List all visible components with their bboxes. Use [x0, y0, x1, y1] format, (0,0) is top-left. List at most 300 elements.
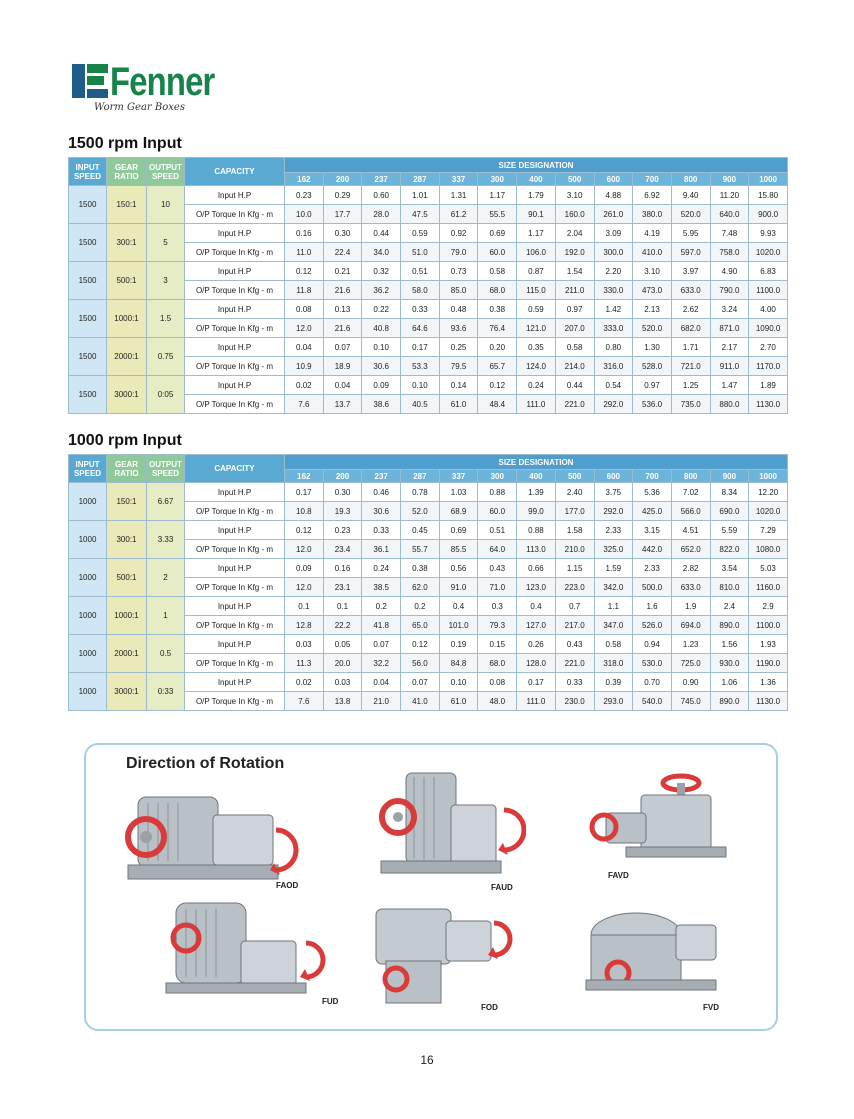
header-size-162: 162 [285, 173, 324, 186]
hp-value-cell: 1.93 [749, 635, 788, 654]
hp-value-cell: 0.15 [478, 635, 517, 654]
torque-value-cell: 540.0 [633, 692, 672, 711]
hp-value-cell: 5.59 [710, 521, 749, 540]
hp-value-cell: 0.04 [323, 376, 362, 395]
header-size-400: 400 [517, 470, 556, 483]
torque-value-cell: 822.0 [710, 540, 749, 559]
torque-value-cell: 11.3 [285, 654, 324, 673]
capacity-label-hp: Input H.P [185, 376, 285, 395]
hp-value-cell: 0.4 [517, 597, 556, 616]
hp-value-cell: 0.12 [401, 635, 440, 654]
torque-value-cell: 210.0 [555, 540, 594, 559]
hp-value-cell: 0.97 [555, 300, 594, 319]
input-speed-cell: 1500 [69, 300, 107, 338]
torque-value-cell: 520.0 [671, 205, 710, 224]
hp-value-cell: 0.2 [401, 597, 440, 616]
capacity-label-hp: Input H.P [185, 635, 285, 654]
hp-value-cell: 1.9 [671, 597, 710, 616]
hp-value-cell: 1.17 [517, 224, 556, 243]
hp-value-cell: 0.60 [362, 186, 401, 205]
hp-value-cell: 0.32 [362, 262, 401, 281]
table-row [69, 483, 788, 502]
gear-ratio-cell: 300:1 [107, 521, 147, 559]
torque-value-cell: 30.6 [362, 502, 401, 521]
hp-value-cell: 0.03 [323, 673, 362, 692]
gearbox-favd-icon [586, 765, 736, 875]
hp-value-cell: 4.90 [710, 262, 749, 281]
gearbox-fud-icon [156, 893, 336, 1003]
header-output-speed-line-2: SPEED [151, 468, 180, 478]
hp-value-cell: 0.30 [323, 224, 362, 243]
page-number: 16 [420, 1053, 434, 1067]
table-row [69, 559, 788, 578]
hp-value-cell: 0.87 [517, 262, 556, 281]
torque-value-cell: 68.0 [478, 654, 517, 673]
torque-value-cell: 64.6 [401, 319, 440, 338]
input-speed-cell: 1000 [69, 521, 107, 559]
header-size-700: 700 [633, 470, 672, 483]
torque-value-cell: 223.0 [555, 578, 594, 597]
torque-value-cell: 99.0 [517, 502, 556, 521]
table-row [69, 597, 788, 616]
spec-table-1000 [68, 454, 788, 711]
torque-value-cell: 21.0 [362, 692, 401, 711]
hp-value-cell: 1.54 [555, 262, 594, 281]
torque-value-cell: 12.0 [285, 319, 324, 338]
header-gear-ratio [107, 158, 147, 186]
torque-value-cell: 41.8 [362, 616, 401, 635]
hp-value-cell: 0.46 [362, 483, 401, 502]
hp-value-cell: 0.07 [362, 635, 401, 654]
spec-table-1500 [68, 157, 788, 414]
torque-value-cell: 127.0 [517, 616, 556, 635]
hp-value-cell: 3.09 [594, 224, 633, 243]
hp-value-cell: 6.92 [633, 186, 672, 205]
header-size-designation: SIZE DESIGNATION [285, 158, 788, 173]
torque-value-cell: 1130.0 [749, 692, 788, 711]
torque-value-cell: 18.9 [323, 357, 362, 376]
torque-value-cell: 900.0 [749, 205, 788, 224]
capacity-label-torque: O/P Torque In Kfg - m [185, 205, 285, 224]
torque-value-cell: 1090.0 [749, 319, 788, 338]
hp-value-cell: 0.17 [285, 483, 324, 502]
hp-value-cell: 5.36 [633, 483, 672, 502]
torque-value-cell: 160.0 [555, 205, 594, 224]
torque-value-cell: 22.4 [323, 243, 362, 262]
hp-value-cell: 0.33 [401, 300, 440, 319]
section-title-1000: 1000 rpm Input [68, 432, 182, 449]
header-size-600: 600 [594, 173, 633, 186]
output-speed-cell: 0.75 [147, 338, 185, 376]
header-size-237: 237 [362, 173, 401, 186]
table-row [69, 635, 788, 654]
hp-value-cell: 1.03 [439, 483, 478, 502]
torque-value-cell: 530.0 [633, 654, 672, 673]
torque-value-cell: 51.0 [401, 243, 440, 262]
table-row [69, 376, 788, 395]
torque-value-cell: 500.0 [633, 578, 672, 597]
torque-value-cell: 32.2 [362, 654, 401, 673]
hp-value-cell: 0.21 [323, 262, 362, 281]
torque-value-cell: 890.0 [710, 616, 749, 635]
header-gear-ratio-line-1: GEAR [114, 459, 139, 469]
hp-value-cell: 0.12 [478, 376, 517, 395]
hp-value-cell: 0.05 [323, 635, 362, 654]
torque-value-cell: 473.0 [633, 281, 672, 300]
hp-value-cell: 12.20 [749, 483, 788, 502]
torque-value-cell: 300.0 [594, 243, 633, 262]
fenner-logo [72, 60, 232, 120]
torque-value-cell: 48.4 [478, 395, 517, 414]
input-speed-cell: 1500 [69, 376, 107, 414]
brand-tagline: Worm Gear Boxes [94, 102, 185, 113]
torque-value-cell: 47.5 [401, 205, 440, 224]
torque-value-cell: 7.6 [285, 692, 324, 711]
torque-value-cell: 101.0 [439, 616, 478, 635]
table-row [69, 521, 788, 540]
gearbox-faod-icon [108, 775, 308, 895]
torque-value-cell: 333.0 [594, 319, 633, 338]
torque-value-cell: 633.0 [671, 281, 710, 300]
torque-value-cell: 11.8 [285, 281, 324, 300]
torque-value-cell: 633.0 [671, 578, 710, 597]
torque-value-cell: 113.0 [517, 540, 556, 559]
torque-value-cell: 56.0 [401, 654, 440, 673]
hp-value-cell: 8.34 [710, 483, 749, 502]
torque-value-cell: 221.0 [555, 654, 594, 673]
torque-value-cell: 211.0 [555, 281, 594, 300]
hp-value-cell: 0.54 [594, 376, 633, 395]
torque-value-cell: 12.8 [285, 616, 324, 635]
output-speed-cell: 0:33 [147, 673, 185, 711]
hp-value-cell: 0.44 [362, 224, 401, 243]
hp-value-cell: 0.88 [478, 483, 517, 502]
torque-value-cell: 20.0 [323, 654, 362, 673]
torque-value-cell: 21.6 [323, 319, 362, 338]
torque-value-cell: 91.0 [439, 578, 478, 597]
hp-value-cell: 0.2 [362, 597, 401, 616]
torque-value-cell: 425.0 [633, 502, 672, 521]
hp-value-cell: 0.08 [478, 673, 517, 692]
torque-value-cell: 694.0 [671, 616, 710, 635]
torque-value-cell: 90.1 [517, 205, 556, 224]
table-row [69, 300, 788, 319]
torque-value-cell: 725.0 [671, 654, 710, 673]
hp-value-cell: 3.10 [633, 262, 672, 281]
header-size-designation: SIZE DESIGNATION [285, 455, 788, 470]
hp-value-cell: 0.44 [555, 376, 594, 395]
hp-value-cell: 2.9 [749, 597, 788, 616]
hp-value-cell: 0.19 [439, 635, 478, 654]
input-speed-cell: 1000 [69, 483, 107, 521]
hp-value-cell: 0.56 [439, 559, 478, 578]
hp-value-cell: 0.38 [478, 300, 517, 319]
header-input-speed-line-1: INPUT [75, 459, 100, 469]
header-size-200: 200 [323, 470, 362, 483]
torque-value-cell: 930.0 [710, 654, 749, 673]
output-speed-cell: 6.67 [147, 483, 185, 521]
header-output-speed [147, 455, 185, 483]
gear-ratio-cell: 3000:1 [107, 673, 147, 711]
hp-value-cell: 0.29 [323, 186, 362, 205]
hp-value-cell: 0.07 [323, 338, 362, 357]
hp-value-cell: 2.33 [594, 521, 633, 540]
capacity-label-torque: O/P Torque In Kfg - m [185, 395, 285, 414]
header-output-speed-line-1: OUTPUT [149, 459, 182, 469]
torque-value-cell: 53.3 [401, 357, 440, 376]
header-capacity: CAPACITY [185, 158, 285, 186]
gear-ratio-cell: 2000:1 [107, 635, 147, 673]
hp-value-cell: 0.70 [633, 673, 672, 692]
hp-value-cell: 0.80 [594, 338, 633, 357]
torque-value-cell: 230.0 [555, 692, 594, 711]
torque-value-cell: 76.4 [478, 319, 517, 338]
brand-name: Fenner [110, 60, 215, 104]
torque-value-cell: 526.0 [633, 616, 672, 635]
torque-value-cell: 318.0 [594, 654, 633, 673]
input-speed-cell: 1000 [69, 597, 107, 635]
torque-value-cell: 79.3 [478, 616, 517, 635]
capacity-label-hp: Input H.P [185, 597, 285, 616]
torque-value-cell: 890.0 [710, 692, 749, 711]
torque-value-cell: 36.2 [362, 281, 401, 300]
capacity-label-torque: O/P Torque In Kfg - m [185, 502, 285, 521]
hp-value-cell: 0.33 [555, 673, 594, 692]
capacity-label-torque: O/P Torque In Kfg - m [185, 243, 285, 262]
torque-value-cell: 13.8 [323, 692, 362, 711]
capacity-label-torque: O/P Torque In Kfg - m [185, 319, 285, 338]
torque-value-cell: 79.0 [439, 243, 478, 262]
capacity-label-hp: Input H.P [185, 262, 285, 281]
header-input-speed [69, 455, 107, 483]
hp-value-cell: 0.17 [517, 673, 556, 692]
header-size-287: 287 [401, 173, 440, 186]
header-size-900: 900 [710, 173, 749, 186]
gear-ratio-cell: 1000:1 [107, 300, 147, 338]
capacity-label-torque: O/P Torque In Kfg - m [185, 616, 285, 635]
torque-value-cell: 597.0 [671, 243, 710, 262]
torque-value-cell: 38.5 [362, 578, 401, 597]
hp-value-cell: 1.23 [671, 635, 710, 654]
capacity-label-torque: O/P Torque In Kfg - m [185, 540, 285, 559]
hp-value-cell: 2.70 [749, 338, 788, 357]
torque-value-cell: 721.0 [671, 357, 710, 376]
hp-value-cell: 0.14 [439, 376, 478, 395]
output-speed-cell: 3.33 [147, 521, 185, 559]
hp-value-cell: 1.25 [671, 376, 710, 395]
header-size-500: 500 [555, 173, 594, 186]
table-row [69, 338, 788, 357]
torque-value-cell: 23.1 [323, 578, 362, 597]
torque-value-cell: 55.7 [401, 540, 440, 559]
output-speed-cell: 1.5 [147, 300, 185, 338]
torque-value-cell: 61.0 [439, 395, 478, 414]
hp-value-cell: 1.79 [517, 186, 556, 205]
torque-value-cell: 93.6 [439, 319, 478, 338]
hp-value-cell: 0.03 [285, 635, 324, 654]
hp-value-cell: 0.02 [285, 673, 324, 692]
torque-value-cell: 790.0 [710, 281, 749, 300]
gearbox-faud-icon [366, 765, 526, 895]
torque-value-cell: 60.0 [478, 502, 517, 521]
capacity-label-torque: O/P Torque In Kfg - m [185, 578, 285, 597]
torque-value-cell: 1020.0 [749, 243, 788, 262]
header-gear-ratio-line-2: RATIO [114, 171, 139, 181]
header-input-speed [69, 158, 107, 186]
torque-value-cell: 177.0 [555, 502, 594, 521]
rotation-panel [84, 743, 778, 1031]
capacity-label-hp: Input H.P [185, 483, 285, 502]
hp-value-cell: 1.31 [439, 186, 478, 205]
hp-value-cell: 0.1 [285, 597, 324, 616]
hp-value-cell: 2.13 [633, 300, 672, 319]
hp-value-cell: 9.93 [749, 224, 788, 243]
hp-value-cell: 1.6 [633, 597, 672, 616]
hp-value-cell: 0.16 [323, 559, 362, 578]
torque-value-cell: 745.0 [671, 692, 710, 711]
gear-ratio-cell: 1000:1 [107, 597, 147, 635]
torque-value-cell: 28.0 [362, 205, 401, 224]
hp-value-cell: 0.07 [401, 673, 440, 692]
input-speed-cell: 1000 [69, 673, 107, 711]
hp-value-cell: 0.69 [439, 521, 478, 540]
input-speed-cell: 1500 [69, 338, 107, 376]
hp-value-cell: 9.40 [671, 186, 710, 205]
hp-value-cell: 0.35 [517, 338, 556, 357]
hp-value-cell: 0.94 [633, 635, 672, 654]
output-speed-cell: 3 [147, 262, 185, 300]
hp-value-cell: 0.10 [362, 338, 401, 357]
hp-value-cell: 1.1 [594, 597, 633, 616]
hp-value-cell: 6.83 [749, 262, 788, 281]
rotation-label-fud: FUD [322, 997, 339, 1006]
torque-value-cell: 85.5 [439, 540, 478, 559]
hp-value-cell: 0.08 [285, 300, 324, 319]
torque-value-cell: 292.0 [594, 395, 633, 414]
torque-value-cell: 40.5 [401, 395, 440, 414]
hp-value-cell: 0.33 [362, 521, 401, 540]
header-gear-ratio [107, 455, 147, 483]
torque-value-cell: 19.3 [323, 502, 362, 521]
torque-value-cell: 30.6 [362, 357, 401, 376]
rotation-label-faod: FAOD [276, 881, 299, 890]
hp-value-cell: 0.24 [517, 376, 556, 395]
hp-value-cell: 0.13 [323, 300, 362, 319]
gear-ratio-cell: 2000:1 [107, 338, 147, 376]
hp-value-cell: 0.26 [517, 635, 556, 654]
hp-value-cell: 2.20 [594, 262, 633, 281]
hp-value-cell: 3.24 [710, 300, 749, 319]
hp-value-cell: 1.56 [710, 635, 749, 654]
hp-value-cell: 0.17 [401, 338, 440, 357]
torque-value-cell: 410.0 [633, 243, 672, 262]
gear-ratio-cell: 150:1 [107, 186, 147, 224]
header-size-700: 700 [633, 173, 672, 186]
header-output-speed-line-1: OUTPUT [149, 162, 182, 172]
torque-value-cell: 22.2 [323, 616, 362, 635]
torque-value-cell: 261.0 [594, 205, 633, 224]
capacity-label-hp: Input H.P [185, 224, 285, 243]
torque-value-cell: 640.0 [710, 205, 749, 224]
torque-value-cell: 442.0 [633, 540, 672, 559]
hp-value-cell: 0.97 [633, 376, 672, 395]
torque-value-cell: 347.0 [594, 616, 633, 635]
hp-value-cell: 7.29 [749, 521, 788, 540]
hp-value-cell: 0.58 [478, 262, 517, 281]
torque-value-cell: 68.9 [439, 502, 478, 521]
hp-value-cell: 0.48 [439, 300, 478, 319]
torque-value-cell: 10.8 [285, 502, 324, 521]
torque-value-cell: 1100.0 [749, 281, 788, 300]
torque-value-cell: 325.0 [594, 540, 633, 559]
torque-value-cell: 1100.0 [749, 616, 788, 635]
hp-value-cell: 2.82 [671, 559, 710, 578]
fenner-logo-mark-icon [72, 64, 108, 98]
header-capacity: CAPACITY [185, 455, 285, 483]
hp-value-cell: 0.23 [323, 521, 362, 540]
torque-value-cell: 528.0 [633, 357, 672, 376]
hp-value-cell: 0.59 [517, 300, 556, 319]
input-speed-cell: 1500 [69, 186, 107, 224]
torque-value-cell: 1080.0 [749, 540, 788, 559]
hp-value-cell: 0.51 [401, 262, 440, 281]
torque-value-cell: 1190.0 [749, 654, 788, 673]
torque-value-cell: 217.0 [555, 616, 594, 635]
hp-value-cell: 1.89 [749, 376, 788, 395]
gear-ratio-cell: 300:1 [107, 224, 147, 262]
torque-value-cell: 58.0 [401, 281, 440, 300]
output-speed-cell: 0.5 [147, 635, 185, 673]
hp-value-cell: 1.36 [749, 673, 788, 692]
table-row [69, 224, 788, 243]
torque-value-cell: 84.8 [439, 654, 478, 673]
hp-value-cell: 11.20 [710, 186, 749, 205]
hp-value-cell: 5.03 [749, 559, 788, 578]
rotation-label-faud: FAUD [491, 883, 513, 892]
hp-value-cell: 2.4 [710, 597, 749, 616]
torque-value-cell: 62.0 [401, 578, 440, 597]
torque-value-cell: 520.0 [633, 319, 672, 338]
capacity-label-hp: Input H.P [185, 559, 285, 578]
capacity-label-torque: O/P Torque In Kfg - m [185, 357, 285, 376]
torque-value-cell: 1170.0 [749, 357, 788, 376]
header-input-speed-line-1: INPUT [75, 162, 100, 172]
torque-value-cell: 21.6 [323, 281, 362, 300]
hp-value-cell: 0.22 [362, 300, 401, 319]
header-gear-ratio-line-2: RATIO [114, 468, 139, 478]
torque-value-cell: 41.0 [401, 692, 440, 711]
header-size-300: 300 [478, 470, 517, 483]
gearbox-fvd-icon [576, 895, 736, 1005]
hp-value-cell: 2.17 [710, 338, 749, 357]
header-input-speed-line-2: SPEED [73, 468, 102, 478]
header-gear-ratio-line-1: GEAR [114, 162, 139, 172]
hp-value-cell: 1.01 [401, 186, 440, 205]
torque-value-cell: 12.0 [285, 578, 324, 597]
hp-value-cell: 2.62 [671, 300, 710, 319]
hp-value-cell: 0.66 [517, 559, 556, 578]
hp-value-cell: 0.51 [478, 521, 517, 540]
hp-value-cell: 3.54 [710, 559, 749, 578]
capacity-label-hp: Input H.P [185, 521, 285, 540]
torque-value-cell: 536.0 [633, 395, 672, 414]
hp-value-cell: 0.58 [594, 635, 633, 654]
hp-value-cell: 2.40 [555, 483, 594, 502]
gearbox-fod-icon [366, 899, 526, 1009]
header-output-speed [147, 158, 185, 186]
gear-ratio-cell: 500:1 [107, 262, 147, 300]
capacity-label-torque: O/P Torque In Kfg - m [185, 654, 285, 673]
